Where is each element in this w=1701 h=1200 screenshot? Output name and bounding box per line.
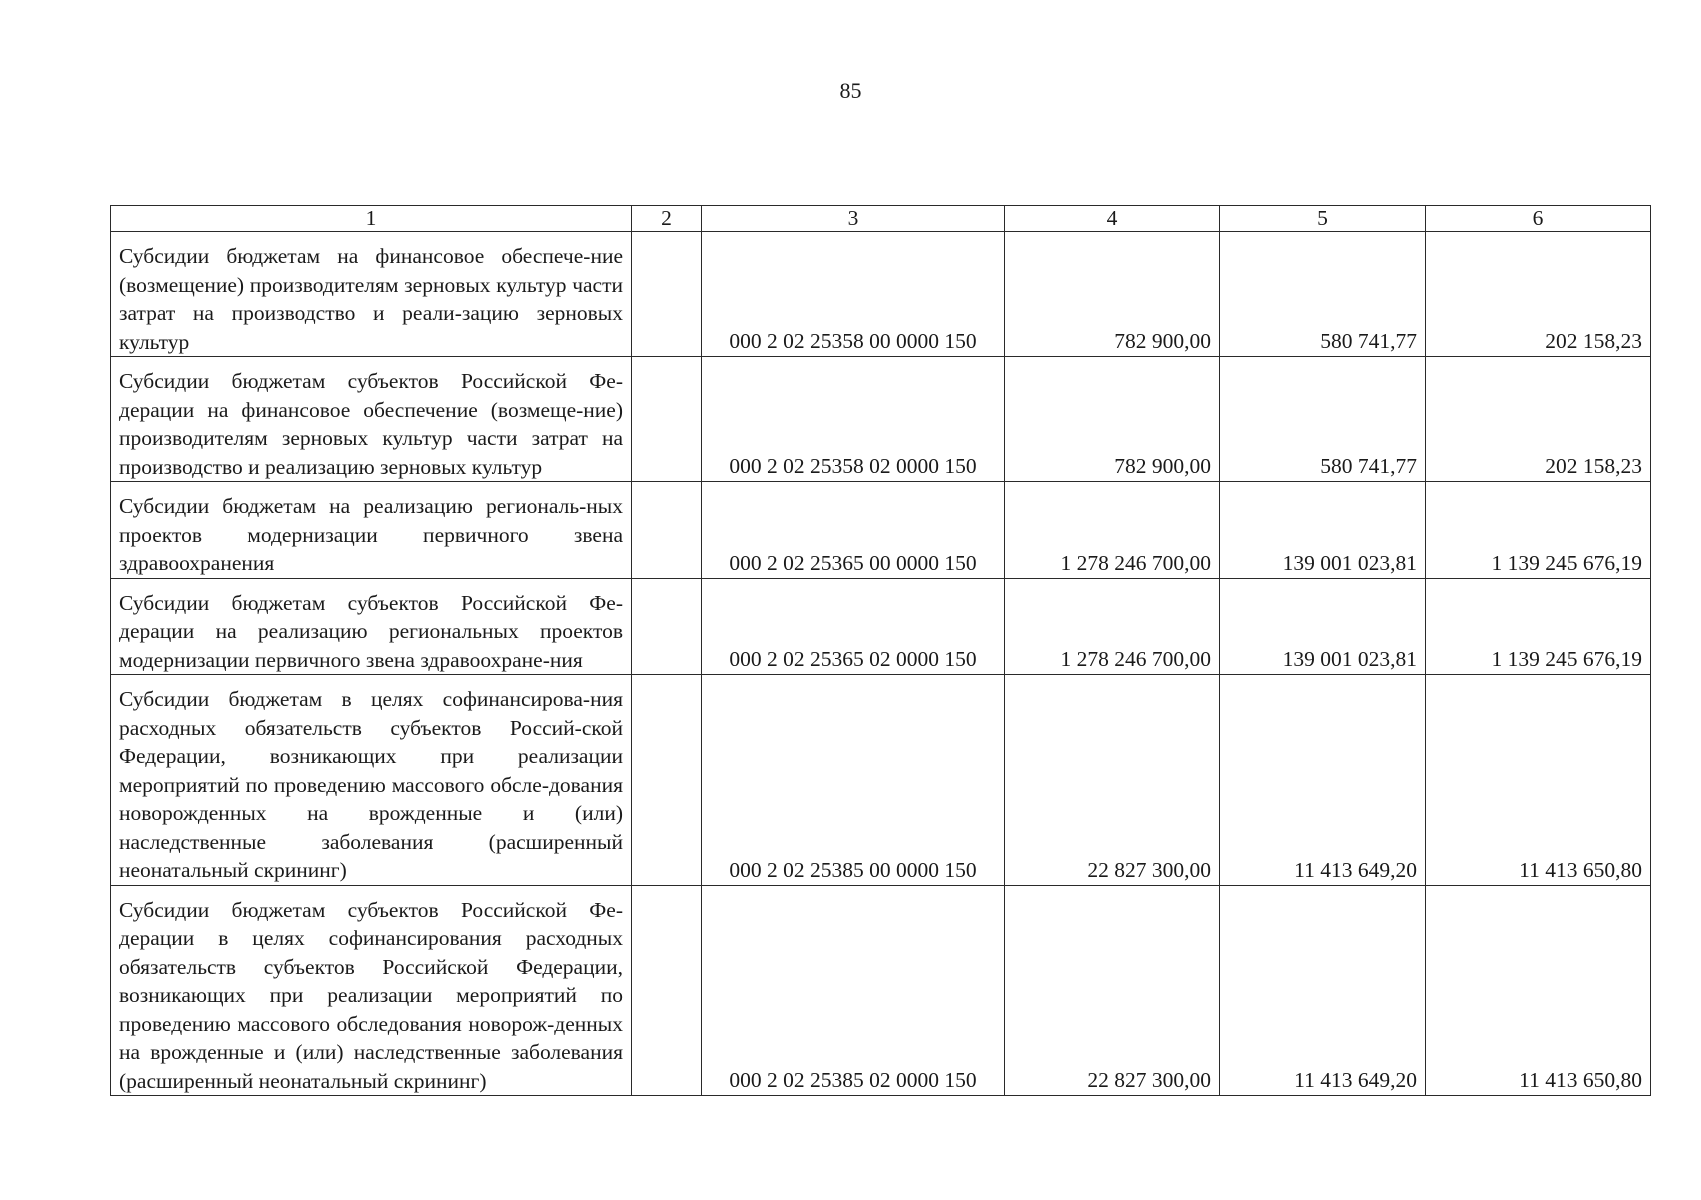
row-budget-code: 000 2 02 25358 00 0000 150 <box>702 232 1005 357</box>
row-description: Субсидии бюджетам субъектов Российской Фе-дерации на финансовое обеспечение (возмеще-ние) производителям зерновых культур части затрат на производство и реализацию зерновых культур <box>111 357 632 482</box>
header-col-6: 6 <box>1426 206 1651 232</box>
row-col-2 <box>632 885 702 1096</box>
page-number: 85 <box>839 78 862 103</box>
row-budget-code: 000 2 02 25358 02 0000 150 <box>702 357 1005 482</box>
header-col-5: 5 <box>1220 206 1426 232</box>
row-budget-code: 000 2 02 25365 00 0000 150 <box>702 482 1005 579</box>
row-executed-amount: 139 001 023,81 <box>1220 482 1426 579</box>
table-row <box>111 578 1651 675</box>
row-approved-amount: 782 900,00 <box>1005 232 1220 357</box>
row-description: Субсидии бюджетам в целях софинансирова-ния расходных обязательств субъектов Россий-ской Федерации, возникающих при реализации мероприятий по проведению массового обсле-дования новорожденных на врожденные и (или) наследственные заболевания (расширенный неонатальный скрининг) <box>111 675 632 886</box>
row-remainder-amount: 11 413 650,80 <box>1426 885 1651 1096</box>
row-remainder-amount: 11 413 650,80 <box>1426 675 1651 886</box>
row-col-2 <box>632 675 702 886</box>
row-remainder-amount: 1 139 245 676,19 <box>1426 482 1651 579</box>
row-description: Субсидии бюджетам субъектов Российской Фе-дерации в целях софинансирования расходных обязательств субъектов Российской Федерации, возникающих при реализации мероприятий по проведению массового обследования новорож-денных на врожденные и (или) наследственные заболевания (расширенный неонатальный скрининг) <box>111 885 632 1096</box>
row-approved-amount: 1 278 246 700,00 <box>1005 578 1220 675</box>
row-col-2 <box>632 232 702 357</box>
row-executed-amount: 580 741,77 <box>1220 357 1426 482</box>
table-header-row <box>111 206 1651 232</box>
table-row <box>111 357 1651 482</box>
row-budget-code: 000 2 02 25385 02 0000 150 <box>702 885 1005 1096</box>
row-budget-code: 000 2 02 25365 02 0000 150 <box>702 578 1005 675</box>
row-col-2 <box>632 482 702 579</box>
header-col-4: 4 <box>1005 206 1220 232</box>
row-description: Субсидии бюджетам субъектов Российской Фе-дерации на реализацию региональных проектов модернизации первичного звена здравоохране-ния <box>111 578 632 675</box>
row-remainder-amount: 202 158,23 <box>1426 357 1651 482</box>
header-col-3: 3 <box>702 206 1005 232</box>
row-approved-amount: 782 900,00 <box>1005 357 1220 482</box>
row-approved-amount: 1 278 246 700,00 <box>1005 482 1220 579</box>
table-row <box>111 675 1651 886</box>
row-budget-code: 000 2 02 25385 00 0000 150 <box>702 675 1005 886</box>
row-description: Субсидии бюджетам на реализацию региональ-ных проектов модернизации первичного звена здравоохранения <box>111 482 632 579</box>
table-row <box>111 885 1651 1096</box>
budget-table <box>110 205 1651 1096</box>
row-executed-amount: 11 413 649,20 <box>1220 885 1426 1096</box>
row-description: Субсидии бюджетам на финансовое обеспече-ние (возмещение) производителям зерновых культур части затрат на производство и реали-зацию зерновых культур <box>111 232 632 357</box>
row-remainder-amount: 202 158,23 <box>1426 232 1651 357</box>
table-row <box>111 232 1651 357</box>
row-approved-amount: 22 827 300,00 <box>1005 675 1220 886</box>
row-remainder-amount: 1 139 245 676,19 <box>1426 578 1651 675</box>
table-row <box>111 482 1651 579</box>
row-executed-amount: 580 741,77 <box>1220 232 1426 357</box>
row-col-2 <box>632 578 702 675</box>
header-col-1: 1 <box>111 206 632 232</box>
header-col-2: 2 <box>632 206 702 232</box>
row-executed-amount: 11 413 649,20 <box>1220 675 1426 886</box>
row-col-2 <box>632 357 702 482</box>
row-executed-amount: 139 001 023,81 <box>1220 578 1426 675</box>
row-approved-amount: 22 827 300,00 <box>1005 885 1220 1096</box>
